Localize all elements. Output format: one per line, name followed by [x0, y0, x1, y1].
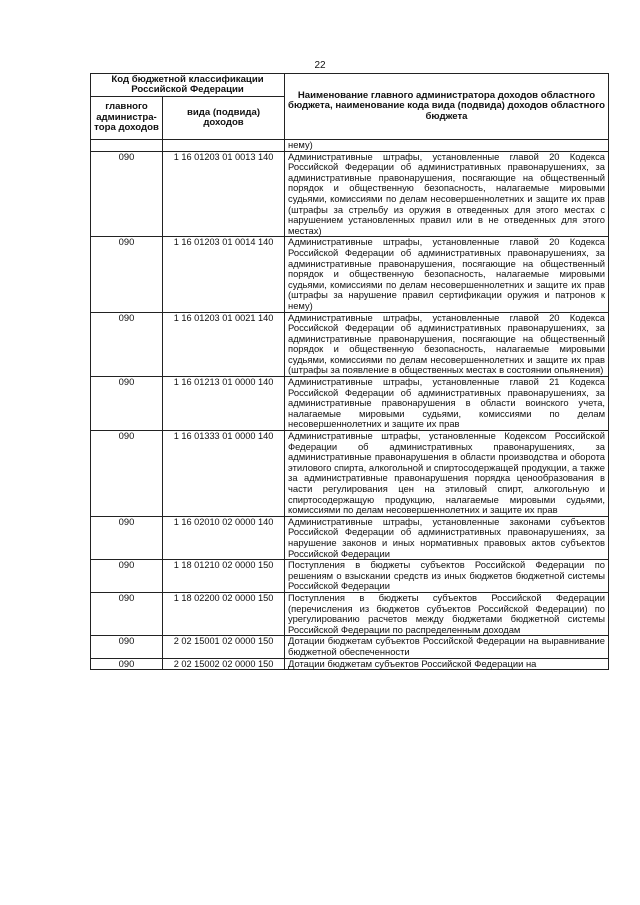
header-bcc-group: Код бюджетной классификации Российской Федерации [91, 74, 285, 97]
kbk-code: 1 16 01203 01 0014 140 [163, 237, 285, 312]
kbk-code: 1 16 01333 01 0000 140 [163, 431, 285, 517]
table-row [91, 516, 609, 559]
continuation-row [91, 140, 609, 152]
kbk-code: 2 02 15002 02 0000 150 [163, 658, 285, 670]
table-row [91, 312, 609, 377]
income-name: Административные штрафы, установленные главой 20 Кодекса Российской Федерации об административных правонарушениях, за административные правонарушения, посягающие на общественный порядок и общественную безопасность, налагаемые мировыми судьями, комиссиями по делам несовершеннолетних и защите их прав (штрафы за появление в общественных местах в состоянии опьянения) [285, 312, 609, 377]
income-name: Административные штрафы, установленные законами субъектов Российской Федерации об административных правонарушениях, за нарушение законов и иных нормативных правовых актов субъектов Российской Федерации [285, 516, 609, 559]
admin-code: 090 [91, 560, 163, 593]
admin-code: 090 [91, 377, 163, 431]
income-name: нему) [285, 140, 609, 152]
admin-code: 090 [91, 237, 163, 312]
kbk-code: 1 18 01210 02 0000 150 [163, 560, 285, 593]
income-name: Поступления в бюджеты субъектов Российской Федерации по решениям о взыскании средств из иных бюджетов бюджетной системы Российской Федерации [285, 560, 609, 593]
income-name: Административные штрафы, установленные главой 20 Кодекса Российской Федерации об административных правонарушениях, за административные правонарушения, посягающие на общественный порядок и общественную безопасность, налагаемые мировыми судьями, комиссиями по делам несовершеннолетних и защите их прав (штрафы за стрельбу из оружия в отведенных для этого местах с нарушением установленных правил или в не отведенных для этого местах) [285, 151, 609, 237]
page-number: 22 [314, 60, 326, 71]
header-admin-code: главного администра-тора доходов [91, 97, 163, 140]
table-row [91, 377, 609, 431]
table-row [91, 151, 609, 237]
kbk-code: 1 18 02200 02 0000 150 [163, 592, 285, 635]
admin-code: 090 [91, 516, 163, 559]
kbk-code: 1 16 02010 02 0000 140 [163, 516, 285, 559]
admin-code: 090 [91, 592, 163, 635]
income-name: Дотации бюджетам субъектов Российской Федерации на выравнивание бюджетной обеспеченности [285, 636, 609, 658]
kbk-code: 1 16 01203 01 0021 140 [163, 312, 285, 377]
admin-code [91, 140, 163, 152]
admin-code: 090 [91, 151, 163, 237]
admin-code: 090 [91, 431, 163, 517]
header-income-type: вида (подвида) доходов [163, 97, 285, 140]
table-row [91, 636, 609, 658]
admin-code: 090 [91, 312, 163, 377]
kbk-code [163, 140, 285, 152]
table-row [91, 237, 609, 312]
admin-code: 090 [91, 636, 163, 658]
header-name: Наименование главного администратора доходов областного бюджета, наименование кода вида (подвида) доходов областного бюджета [285, 74, 609, 140]
table-row [91, 592, 609, 635]
income-name: Административные штрафы, установленные главой 20 Кодекса Российской Федерации об административных правонарушениях, за административные правонарушения, посягающие на общественный порядок и общественную безопасность, налагаемые мировыми судьями, комиссиями по делам несовершеннолетних и защите их прав (штрафы за нарушение правил сертификации оружия и патронов к нему) [285, 237, 609, 312]
kbk-code: 1 16 01203 01 0013 140 [163, 151, 285, 237]
income-name: Дотации бюджетам субъектов Российской Федерации на [285, 658, 609, 670]
income-name: Административные штрафы, установленные Кодексом Российской Федерации об административных правонарушениях, за административные правонарушения в области производства и оборота этилового спирта, алкогольной и спиртосодержащей продукции, а также за административные правонарушения порядка ценообразования в части регулирования цен на этиловый спирт, алкогольную и спиртосодержащую продукцию, налагаемые мировыми судьями, комиссиями по делам несовершеннолетних и защите их прав [285, 431, 609, 517]
budget-codes-table [90, 73, 609, 670]
table-row [91, 560, 609, 593]
table-row [91, 658, 609, 670]
table-row [91, 431, 609, 517]
kbk-code: 1 16 01213 01 0000 140 [163, 377, 285, 431]
income-name: Поступления в бюджеты субъектов Российской Федерации (перечисления из бюджетов субъектов Российской Федерации) по урегулированию расчетов между бюджетами бюджетной системы Российской Федерации по распределенным доходам [285, 592, 609, 635]
kbk-code: 2 02 15001 02 0000 150 [163, 636, 285, 658]
income-name: Административные штрафы, установленные главой 21 Кодекса Российской Федерации об административных правонарушениях, за административные правонарушения в области воинского учета, налагаемые мировыми судьями, комиссиями по делам несовершеннолетних и защите их прав [285, 377, 609, 431]
admin-code: 090 [91, 658, 163, 670]
